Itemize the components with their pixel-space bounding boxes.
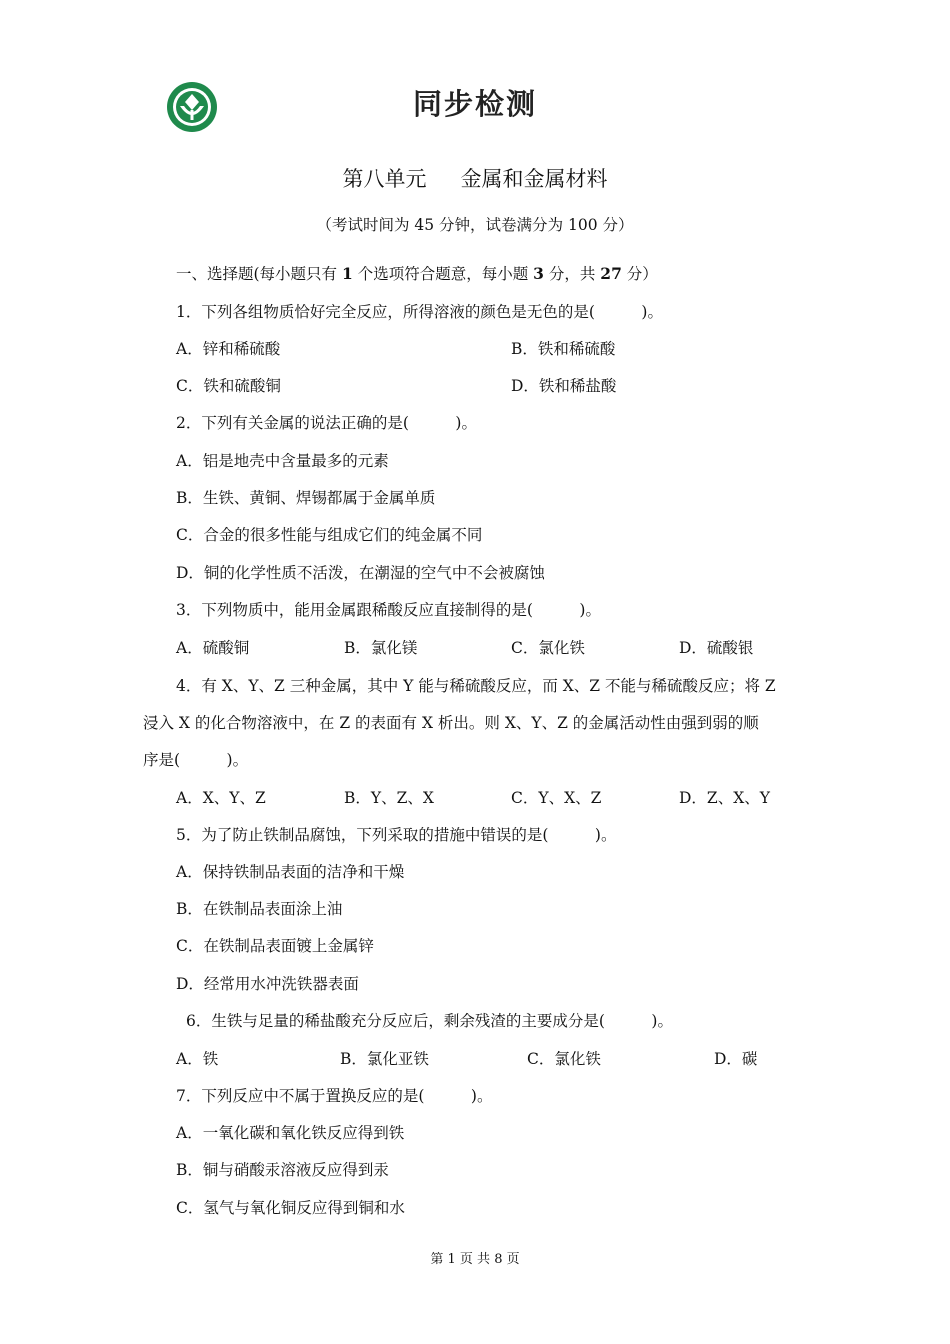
answer-option: D．碳 [714,1050,758,1068]
answer-option: A．锌和稀硫酸 [176,340,281,358]
question-stem: 2．下列有关金属的说法正确的是( )。 [176,414,477,432]
answer-option: D．铜的化学性质不活泼，在潮湿的空气中不会被腐蚀 [176,564,545,582]
unit-title [0,163,950,193]
answer-option: D．Z、X、Y [679,789,770,807]
question-stem: 6．生铁与足量的稀盐酸充分反应后，剩余残渣的主要成分是( )。 [186,1012,673,1030]
question-stem: 5．为了防止铁制品腐蚀，下列采取的措施中错误的是( )。 [176,826,617,844]
unit-number: 第八单元 [342,167,427,191]
answer-option: B．氯化镁 [344,639,418,657]
answer-option: A．保持铁制品表面的洁净和干燥 [176,863,405,881]
unit-name: 金属和金属材料 [460,167,608,191]
answer-option: C．铁和硫酸铜 [176,377,281,395]
answer-option: B．在铁制品表面涂上油 [176,900,343,918]
answer-option: A．一氧化碳和氧化铁反应得到铁 [176,1124,405,1142]
answer-option: B．铜与硝酸汞溶液反应得到汞 [176,1161,389,1179]
question-stem: 浸入 X 的化合物溶液中，在 Z 的表面有 X 析出。则 X、Y、Z 的金属活动性由强到弱的顺 [143,714,759,732]
answer-option: A．铁 [176,1050,219,1068]
question-stem: 序是( )。 [143,751,249,769]
page-footer: 第 1 页 共 8 页 [430,1252,520,1267]
answer-option: C．氯化铁 [511,639,585,657]
answer-option: A．硫酸铜 [176,639,250,657]
answer-option: C．氯化铁 [527,1050,601,1068]
answer-option: B．生铁、黄铜、焊锡都属于金属单质 [176,489,436,507]
answer-option: B．氯化亚铁 [340,1050,429,1068]
question-stem: 4．有 X、Y、Z 三种金属，其中 Y 能与稀硫酸反应，而 X、Z 不能与稀硫酸反应；将 Z [176,677,776,695]
answer-option: C．氢气与氧化铜反应得到铜和水 [176,1199,405,1217]
answer-option: A．X、Y、Z [176,789,266,807]
answer-option: A．铝是地壳中含量最多的元素 [176,452,389,470]
answer-option: B．Y、Z、X [344,789,434,807]
answer-option: B．铁和稀硫酸 [511,340,616,358]
exam-info: （考试时间为 45 分钟，试卷满分为 100 分） [316,216,634,234]
question-stem: 3．下列物质中，能用金属跟稀酸反应直接制得的是( )。 [176,601,601,619]
answer-option: C．Y、X、Z [511,789,602,807]
page-header-title: 同步检测 [412,87,537,121]
question-stem: 7．下列反应中不属于置换反应的是( )。 [176,1087,493,1105]
answer-option: D．硫酸银 [679,639,754,657]
answer-option: D．经常用水冲洗铁器表面 [176,975,359,993]
answer-option: D．铁和稀盐酸 [511,377,617,395]
answer-option: C．在铁制品表面镀上金属锌 [176,937,374,955]
question-stem: 1．下列各组物质恰好完全反应，所得溶液的颜色是无色的是( )。 [176,303,663,321]
answer-option: C．合金的很多性能与组成它们的纯金属不同 [176,526,483,544]
section-heading: 一、选择题(每小题只有 1 个选项符合题意，每小题 3 分，共 27 分） [176,264,658,283]
